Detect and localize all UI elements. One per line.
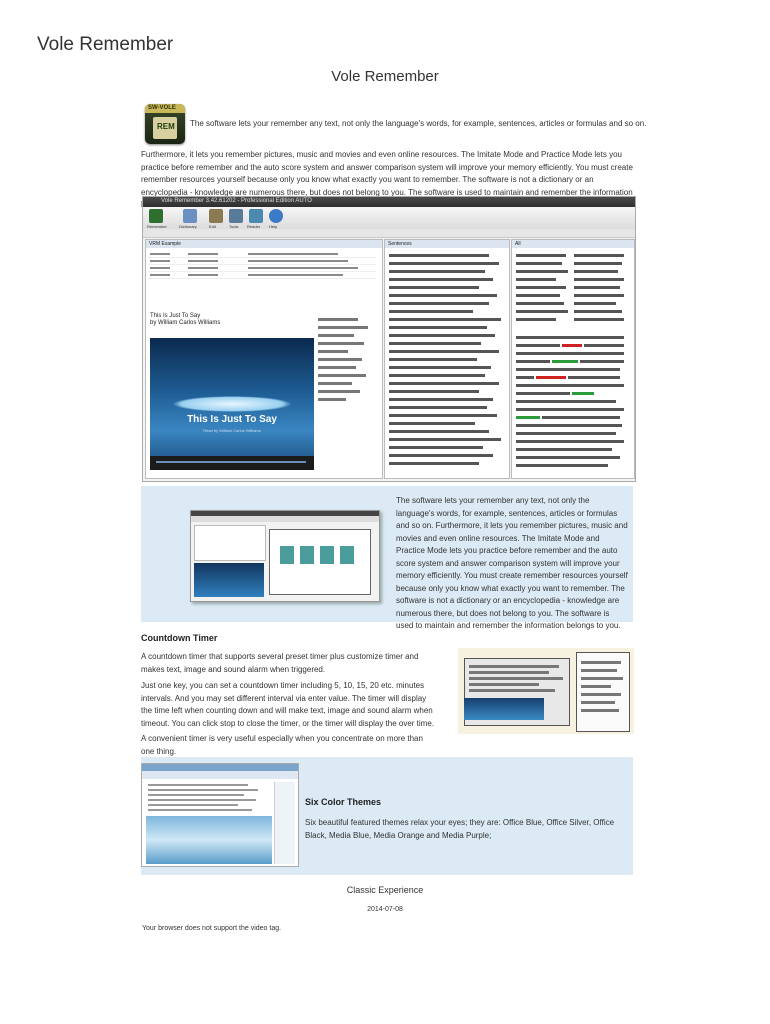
grid-row xyxy=(148,252,376,258)
side-notes xyxy=(318,310,380,430)
grid-row xyxy=(148,273,376,279)
footer-caption: Classic Experience xyxy=(346,885,424,895)
thumb-dialog xyxy=(269,529,371,595)
thumb-video xyxy=(464,698,544,720)
video-splash xyxy=(172,396,292,412)
video-fallback-note: Your browser does not support the video tag. xyxy=(142,925,282,932)
help-icon xyxy=(269,209,283,223)
ribbon-label-help: Help xyxy=(269,224,278,229)
themes-heading: Six Color Themes xyxy=(305,797,382,807)
themes-thumbnail xyxy=(141,763,299,867)
screenshot-window-title: Vole Remember 3.42.61202 - Professional Edition AUTO xyxy=(161,198,312,204)
screenshot-left-panel xyxy=(145,239,383,479)
screenshot-titlebar xyxy=(143,197,635,207)
app-screenshot xyxy=(142,196,636,482)
left-panel-caption xyxy=(146,240,382,248)
screenshot-middle-panel xyxy=(384,239,510,479)
logo-band-text: SW-VOLE xyxy=(148,105,176,111)
right-panel-caption-text: All xyxy=(515,241,521,247)
middle-panel-caption-text: Sentences xyxy=(388,241,412,247)
edit-icon xyxy=(209,209,223,223)
video-subtitle: Read by William Carlos Williams xyxy=(203,428,261,433)
page-header: Vole Remember xyxy=(37,34,174,55)
countdown-thumbnail xyxy=(458,648,634,734)
video-progress[interactable] xyxy=(156,461,306,463)
intro-paragraph: Furthermore, it lets you remember pictures, music and movies and even online resources. The Imitate Mode and Practice Mode lets you practice before remember and the auto score system and answer comparison system will improve your memory efficiently. You must create remember resources yourself because only you know what exactly you want to remember. The software is not a dictionary or an encyclopedia - knowledge are numerous there, but does not belong to you. The software is used to maintain and remember the information xyxy=(141,150,633,197)
grid-row xyxy=(148,259,376,265)
middle-panel-caption xyxy=(385,240,509,248)
video-title: This Is Just To Say xyxy=(187,414,277,425)
song-author: by William Carlos Williams xyxy=(150,320,221,326)
countdown-paragraph-1: A countdown timer that supports several preset timer plus customize timer and makes text, image and sound alarm when triggered. xyxy=(141,652,419,674)
left-panel-caption-text: VRM Example xyxy=(149,241,181,247)
screenshot-right-panel xyxy=(511,239,635,479)
ribbon-label-edit: Edit xyxy=(209,224,216,229)
ribbon-label-remember: Remember xyxy=(147,224,167,229)
countdown-paragraph-2: Just one key, you can set a countdown timer including 5, 10, 15, 20 etc. minutes intervals. And you may set different interval via enter value. The timer will display the time left when counting down and will make text, image and sound alarm when timeout. You can click stop to close the timer, or the timer will display the over time. xyxy=(141,681,435,728)
thumb-video xyxy=(194,563,264,597)
dictionary-icon xyxy=(183,209,197,223)
article-title: Vole Remember xyxy=(331,68,439,85)
app-logo xyxy=(145,104,185,144)
feature-1-text: The software lets your remember any text, not only the language's words, for example, sentences, articles or formulas and so on. Furthermore, it lets you remember pictures, music and movies and even online resources. The Imitate Mode and Practice Mode lets you practice before remember and the auto score system and answer comparison system will improve your memory efficiently. You must create remember resources yourself because only you know what exactly you want to remember. The software is not a dictionary or an encyclopedia - knowledge are numerous there, but does not belong to you. The software is used to maintain and remember the information belongs to you. xyxy=(396,496,628,630)
grid-row xyxy=(148,266,376,272)
thumb-video xyxy=(146,816,272,864)
ribbon-label-dictionary: Dictionary xyxy=(179,224,197,229)
countdown-paragraph-3: A convenient timer is very useful especially when you concentrate on more than one thing. xyxy=(141,734,423,756)
song-info xyxy=(150,313,310,327)
thumb-sidebar xyxy=(274,782,295,864)
song-title: This Is Just To Say xyxy=(150,313,201,319)
ribbon-label-tools: Tools xyxy=(229,224,239,229)
thumb-grid xyxy=(194,525,266,561)
screenshot-toolbar xyxy=(143,229,635,238)
themes-text: Six beautiful featured themes relax your eyes; they are: Office Blue, Office Silver, Office Black, Media Blue, Media Orange and Media Purple; xyxy=(305,818,615,840)
right-panel-caption xyxy=(512,240,634,248)
logo-mark: REM xyxy=(157,122,175,131)
intro-line: The software lets your remember any text, not only the language's words, for example, sentences, articles or formulas and so on. xyxy=(190,119,647,128)
footer-date: 2014-07-08 xyxy=(367,906,403,913)
countdown-heading: Countdown Timer xyxy=(141,633,218,643)
reader-icon xyxy=(249,209,263,223)
tools-icon xyxy=(229,209,243,223)
video-controls[interactable] xyxy=(150,456,314,470)
feature-thumbnail-1 xyxy=(190,510,380,602)
video-player[interactable] xyxy=(150,338,314,470)
ribbon-label-reader: Reader xyxy=(247,224,261,229)
thumb-timer-window xyxy=(576,652,630,732)
remember-icon xyxy=(149,209,163,223)
screenshot-ribbon xyxy=(143,207,635,230)
